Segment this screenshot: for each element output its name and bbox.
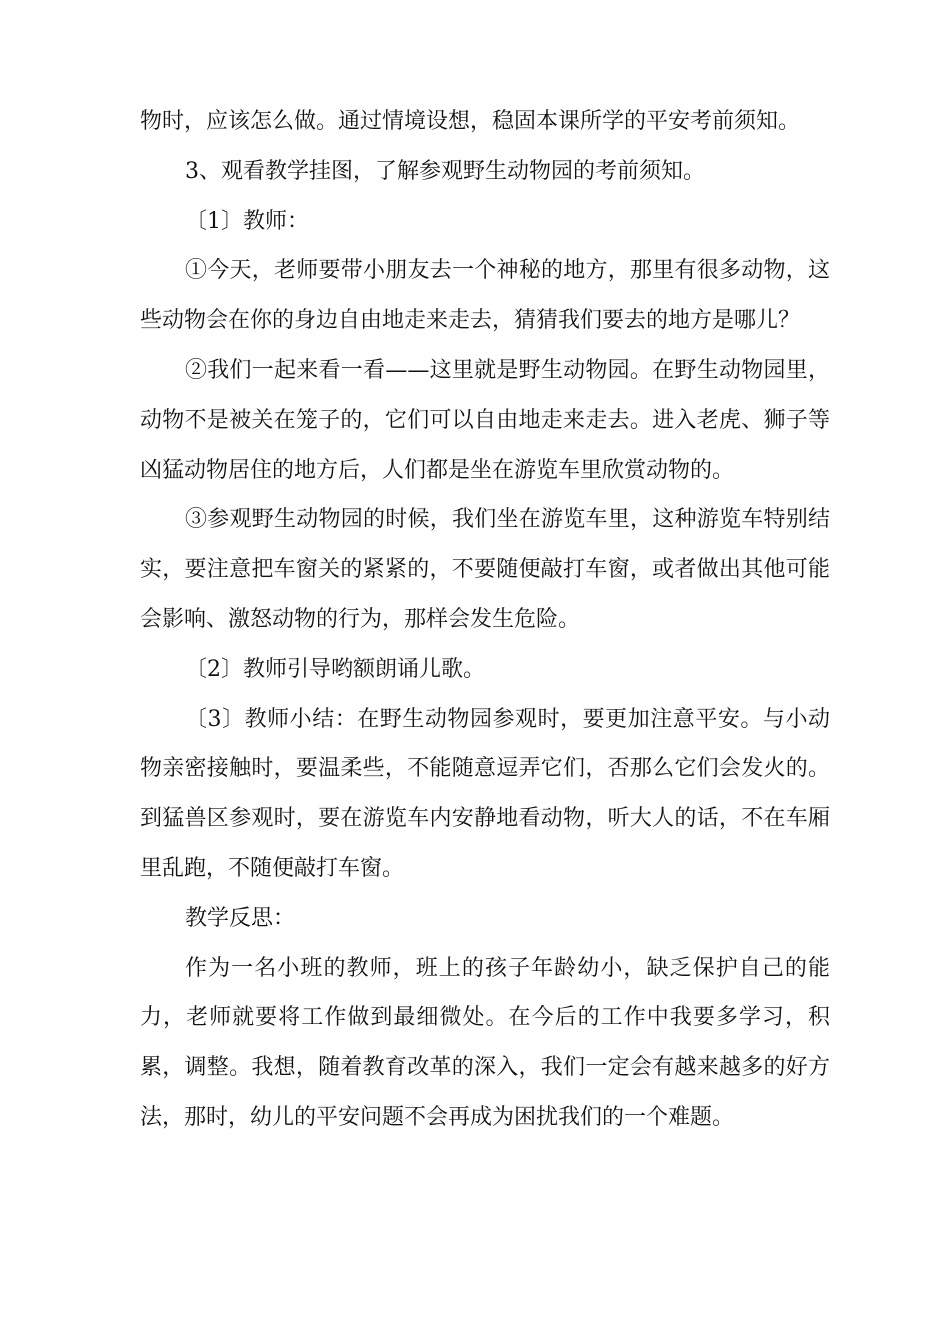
paragraph-teacher-heading: 〔1〕教师：: [185, 208, 309, 234]
paragraph-continuation: 物时，应该怎么做。通过情境设想，稳固本课所学的平安考前须知。: [140, 109, 801, 134]
paragraph-step-3: 3、观看教学挂图，了解参观野生动物园的考前须知。: [185, 158, 705, 184]
paragraph-recite: 〔2〕教师引导哟额朗诵儿歌。: [185, 656, 485, 682]
paragraph-item-2: ②我们一起来看一看——这里就是野生动物园。在野生动物园里，动物不是被关在笼子的，它们可以自由地走来走去。进入老虎、狮子等凶猛动物居住的地方后，人们都是坐在游览车里欣赏动物的。: [140, 357, 830, 483]
paragraph-reflection: 作为一名小班的教师，班上的孩子年龄幼小，缺乏保护自己的能力，老师就要将工作做到最细微处。在今后的工作中我要多学习，积累，调整。我想，随着教育改革的深入，我们一定会有越来越多的好方法，那时，幼儿的平安问题不会再成为困扰我们的一个难题。: [140, 955, 830, 1130]
paragraph-summary: 〔3〕教师小结：在野生动物园参观时，要更加注意平安。与小动物亲密接触时，要温柔些，不能随意逗弄它们，否那么它们会发火的。到猛兽区参观时，要在游览车内安静地看动物，听大人的话，不在车厢里乱跑，不随便敲打车窗。: [140, 706, 830, 881]
document-body: [140, 97, 830, 1143]
paragraph-item-1: ①今天，老师要带小朋友去一个神秘的地方，那里有很多动物，这些动物会在你的身边自由地走来走去，猜猜我们要去的地方是哪儿？: [140, 258, 830, 334]
paragraph-item-3: ③参观野生动物园的时候，我们坐在游览车里，这种游览车特别结实，要注意把车窗关的紧紧的，不要随便敲打车窗，或者做出其他可能会影响、激怒动物的行为，那样会发生危险。: [140, 507, 830, 632]
paragraph-reflection-heading: 教学反思：: [185, 905, 296, 931]
